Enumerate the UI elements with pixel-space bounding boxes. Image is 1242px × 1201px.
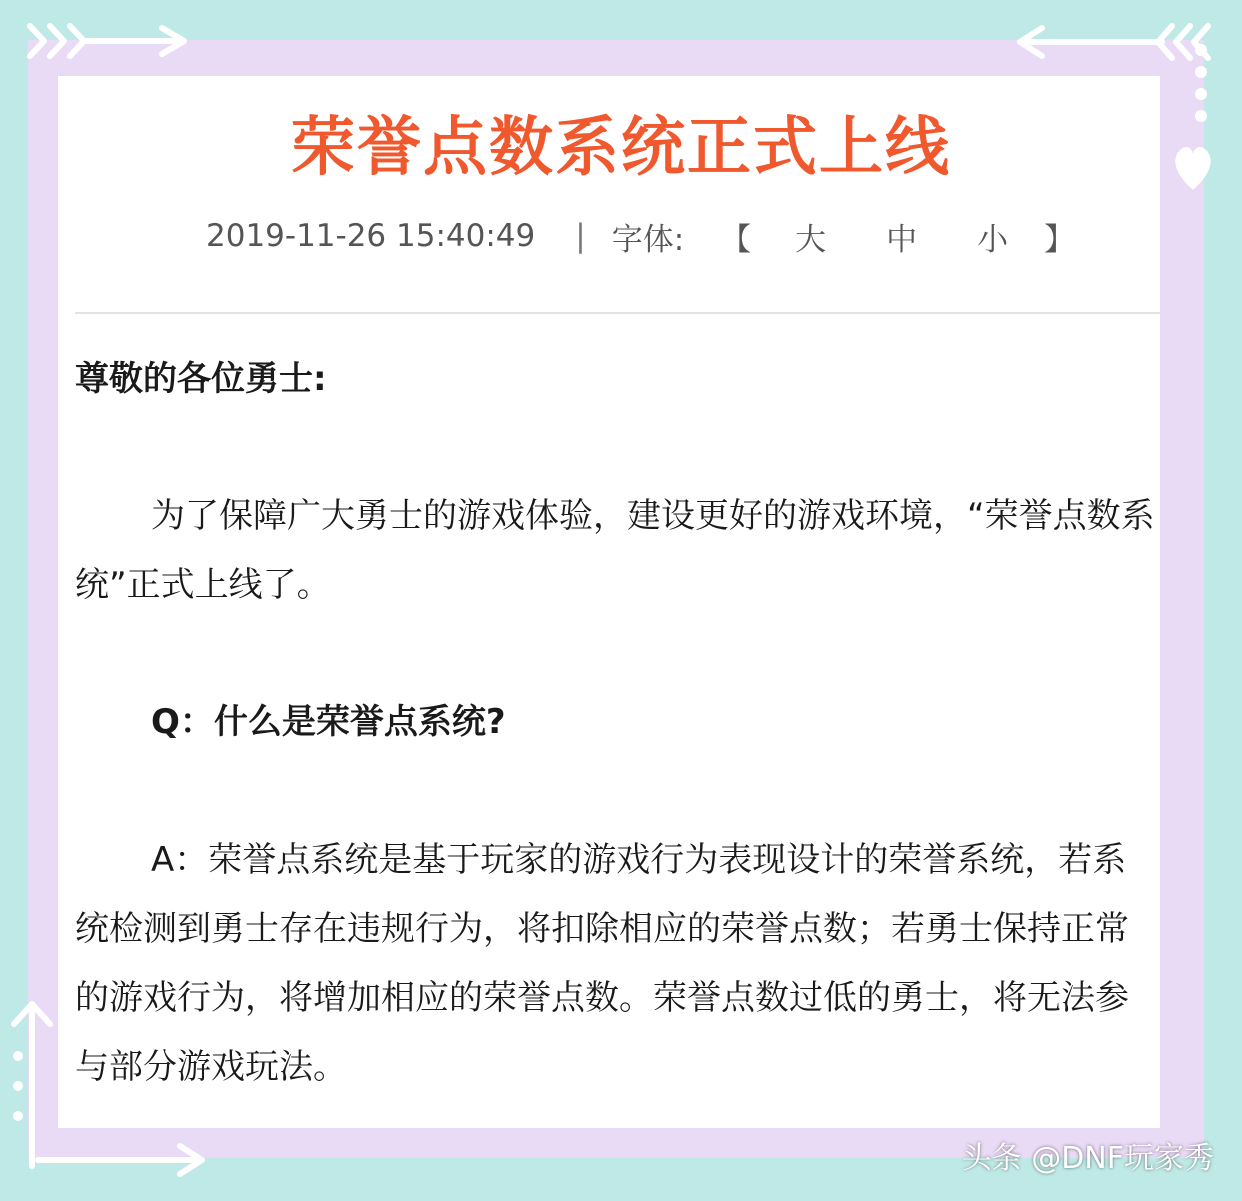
meta-separator: | bbox=[575, 218, 586, 254]
intro-paragraph: 为了保障广大勇士的游戏体验，建设更好的游戏环境，“荣誉点数系统”正式上线了。 bbox=[75, 496, 1155, 605]
bracket-open: 【 bbox=[720, 221, 752, 258]
watermark: 头条 @DNF玩家秀 bbox=[961, 1141, 1214, 1176]
font-size-small-link[interactable]: 小 bbox=[977, 221, 1009, 258]
font-size-medium-link[interactable]: 中 bbox=[886, 221, 918, 258]
greeting: 尊敬的各位勇士: bbox=[75, 359, 327, 399]
arrow-bottom-decoration bbox=[30, 1138, 210, 1182]
publish-timestamp: 2019-11-26 15:40:49 bbox=[206, 218, 536, 254]
font-size-large-link[interactable]: 大 bbox=[795, 221, 827, 258]
article-meta bbox=[206, 214, 1075, 258]
arrow-right-decoration bbox=[22, 18, 192, 64]
font-size-label: 字体: bbox=[611, 221, 685, 258]
article-title: 荣誉点数系统正式上线 bbox=[291, 111, 951, 185]
faq-question: Q：什么是荣誉点系统? bbox=[151, 702, 506, 742]
divider bbox=[75, 312, 1160, 314]
faq-answer: A：荣誉点系统是基于玩家的游戏行为表现设计的荣誉系统，若系统检测到勇士存在违规行为，将扣除相应的荣誉点数；若勇士保持正常的游戏行为，将增加相应的荣誉点数。荣誉点数过低的勇士，将无法参与部分游戏玩法。 bbox=[75, 840, 1129, 1087]
bracket-close: 】 bbox=[1044, 221, 1076, 258]
